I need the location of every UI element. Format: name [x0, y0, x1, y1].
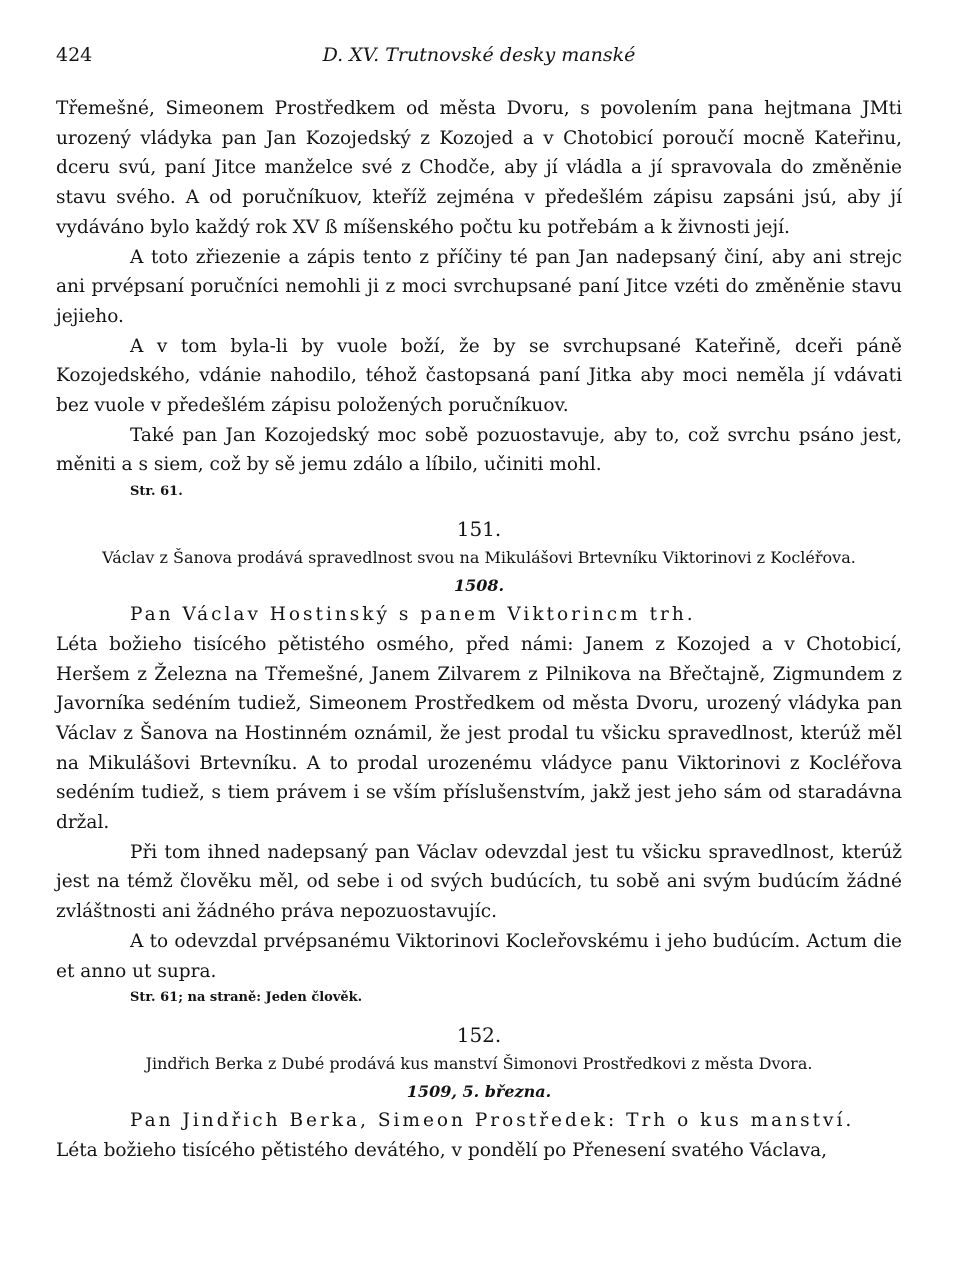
charter-incipit: Pan Jindřich Berka, Simeon Prostředek: Trh o kus manství. [130, 1110, 855, 1132]
paragraph: Při tom ihned nadepsaný pan Václav odevzdal jest tu všicku spravedlnost, kterúž jest na témž člověku měl, od sebe i od svých budúcích, tu sobě ani svým budúcím žádné zvláštnosti ani žádného práva nepozuostavujíc. [56, 841, 902, 923]
page-header [56, 44, 902, 84]
charter-summary: Václav z Šanova prodává spravedlnost svou na Mikulášovi Brtevníku Viktorinovi z Kocléřova. [102, 548, 856, 568]
source-reference: Str. 61; na straně: Jeden člověk. [130, 990, 363, 1006]
charter-date: 1509, 5. března. [406, 1082, 552, 1102]
paragraph: Léta božieho tisícého pětistého osmého, před námi: Janem z Kozojed a v Chotobicí, Heršem z Železna na Třemešné, Janem Zilvarem z Pilnikova na Břečtajně, Zigmundem z Javorníka sedéním tudiež, Simeonem Prostředkem od města Dvoru, urozený vládyka pan Václav z Šanova na Hostinném oznámil, že jest prodal tu všicku spravedlnost, kterúž měl na Mikulášovi Brtevníku. A to prodal urozenému vládyce panu Viktorinovi z Kocléřova sedéním tudiež, s tiem právem i se vším příslušenstvím, jakž jest jeho sám od staradávna držal. [56, 633, 902, 834]
paragraph: Třemešné, Simeonem Prostředkem od města Dvoru, s povolením pana hejtmana JMti urozený vládyka pan Jan Kozojedský z Kozojed a v Chotobicí poroučí mocně Kateřinu, dceru svú, paní Jitce manželce své z Chodče, aby jí vládla a jí spravovala do změněnie stavu svého. A od poručníkuov, kteříž zejména v předešlém zápisu zapsáni jsú, aby jí vydáváno bylo každý rok XV ß míšenského počtu ku potřebám a k živnosti její. [56, 98, 902, 238]
paragraph: A to odevzdal prvépsanému Viktorinovi Kocleřovskému i jeho budúcím. Actum die et anno ut supra. [56, 930, 902, 982]
paragraph: A toto zřiezenie a zápis tento z příčiny té pan Jan nadepsaný činí, aby ani strejc ani prvépsaní poručníci nemohli ji z moci svrchupsané paní Jitce vzéti do změněnie stavu jejieho. [56, 246, 902, 327]
page-number: 424 [56, 44, 93, 66]
charter-number: 151. [456, 517, 502, 542]
paragraph: A v tom byla-li by vuole boží, že by se svrchupsané Kateřině, dceři páně Kozojedského, vdánie nahodilo, téhož častopsaná paní Jitka aby moci neměla jí vdávati bez vuole v předešlém zápisu položených poručníkuov. [56, 335, 902, 417]
document-body [56, 94, 902, 1166]
charter-summary: Jindřich Berka z Dubé prodává kus manství Šimonovi Prostředkovi z města Dvora. [145, 1054, 813, 1074]
source-reference: Str. 61. [130, 484, 183, 500]
paragraph: Léta božieho tisícého pětistého devátého, v pondělí po Přenesení svatého Václava, [56, 1139, 828, 1161]
paragraph: Také pan Jan Kozojedský moc sobě pozuostavuje, aby to, což svrchu psáno jest, měniti a s siem, což by sě jemu zdálo a líbilo, učiniti mohl. [56, 424, 902, 476]
charter-incipit: Pan Václav Hostinský s panem Viktorincm trh. [130, 604, 696, 626]
running-title: D. XV. Trutnovské desky manské [322, 44, 636, 66]
charter-date: 1508. [453, 576, 505, 596]
charter-number: 152. [456, 1023, 502, 1048]
